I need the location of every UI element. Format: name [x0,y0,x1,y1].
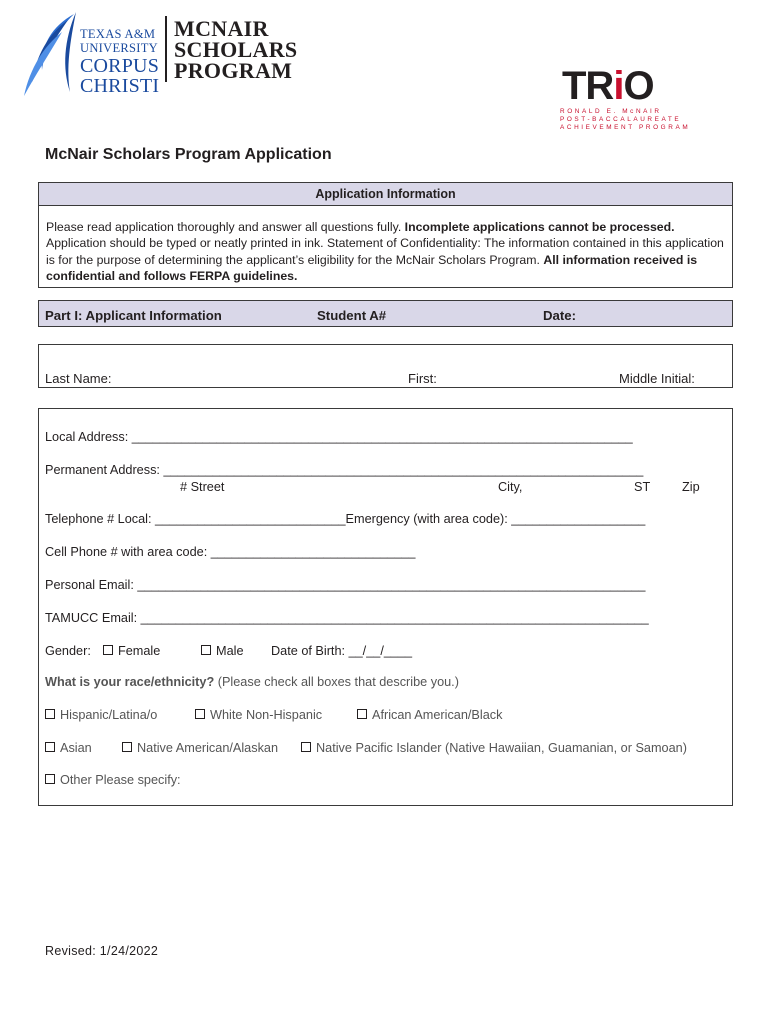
african-checkbox[interactable] [357,709,367,719]
race-hispanic-option[interactable] [45,708,157,722]
last-name-field[interactable]: Last Name: [45,371,112,386]
african-label: African American/Black [372,708,503,722]
telephone-field[interactable]: Telephone # Local: ___________________________Emergency (with area code): ___________________ [45,512,646,526]
tamucc-email-field[interactable]: TAMUCC Email: ________________________________________________________________________ [45,611,649,625]
race-question-bold: What is your race/ethnicity? [45,675,215,689]
race-white-option[interactable] [195,708,322,722]
tamucc-wave-icon [22,12,82,100]
race-other-option[interactable] [45,773,181,787]
native-american-checkbox[interactable] [122,742,132,752]
info-text-1: Please read application thoroughly and answer all questions fully. [46,220,405,234]
tamucc-line1: TEXAS A&M [80,27,156,41]
info-text-1-bold: Incomplete applications cannot be processed. [404,220,675,234]
mcnair-wordmark [174,18,297,81]
application-info-heading: Application Information [39,183,732,206]
other-label: Other Please specify: [60,773,181,787]
application-info-section [38,182,733,288]
city-caption: City, [498,480,523,494]
asian-label: Asian [60,741,92,755]
tamucc-line3: CORPUS [80,55,160,77]
gender-female-option[interactable] [103,644,160,658]
application-info-text [39,206,732,284]
trio-sub3: ACHIEVEMENT PROGRAM [560,124,691,131]
hispanic-label: Hispanic/Latina/o [60,708,158,722]
race-african-option[interactable] [357,708,502,722]
trio-wordmark [562,66,654,106]
date-of-birth-field[interactable]: Date of Birth: __/__/____ [271,644,413,658]
race-question-hint: (Please check all boxes that describe you.) [214,675,459,689]
middle-initial-field[interactable]: Middle Initial: [619,371,695,386]
street-caption: # Street [180,480,225,494]
white-checkbox[interactable] [195,709,205,719]
page-title: McNair Scholars Program Application [45,146,332,163]
cell-phone-field[interactable]: Cell Phone # with area code: _____________________________ [45,545,416,559]
trio-i: i [613,64,624,108]
state-caption: ST [634,480,651,494]
first-name-field[interactable]: First: [408,371,437,386]
student-id-label[interactable]: Student A# [317,308,387,323]
local-address-field[interactable]: Local Address: _______________________________________________________________________ [45,430,633,444]
mcnair-line2: SCHOLARS [174,37,298,62]
race-question [45,675,459,689]
info-text-2: Application should be typed or neatly printed in ink. Statement of Confidentiality: The information contained in this application is for the purpose of determining the applicant’s eligibility for the McNair Scholars Program. [46,236,724,267]
trio-sub2: POST-BACCALAUREATE [560,116,682,123]
gender-label: Gender: [45,644,91,658]
male-checkbox[interactable] [201,645,211,655]
trio-tr: TR [562,64,614,108]
info-text-2-bold: All information received is confidential and follows FERPA guidelines. [46,252,698,283]
pacific-checkbox[interactable] [301,742,311,752]
female-label: Female [118,644,161,658]
native-american-label: Native American/Alaskan [137,741,279,755]
trio-o: O [623,64,654,108]
permanent-address-field[interactable]: Permanent Address: ____________________________________________________________________ [45,463,644,477]
date-label[interactable]: Date: [543,308,576,323]
mcnair-line1: MCNAIR [174,16,269,41]
personal-email-field[interactable]: Personal Email: ________________________________________________________________________ [45,578,646,592]
tamucc-line4: CHRISTI [80,75,160,97]
part1-title: Part I: Applicant Information [45,308,222,323]
gender-male-option[interactable] [201,644,244,658]
trio-subtitle [560,108,690,132]
tamucc-line2: UNIVERSITY [80,40,158,55]
other-checkbox[interactable] [45,774,55,784]
tamucc-mcnair-logo [22,12,312,100]
revised-date: Revised: 1/24/2022 [45,944,159,958]
mcnair-line3: PROGRAM [174,58,293,83]
part1-header [38,300,733,327]
white-label: White Non-Hispanic [210,708,323,722]
zip-caption: Zip [682,480,700,494]
race-pacific-option[interactable] [301,741,687,755]
tamucc-wordmark [80,28,159,96]
female-checkbox[interactable] [103,645,113,655]
hispanic-checkbox[interactable] [45,709,55,719]
trio-sub1: RONALD E. McNAIR [560,108,662,115]
contact-section [38,408,733,806]
logo-divider [165,16,167,82]
race-asian-option[interactable] [45,741,92,755]
pacific-label: Native Pacific Islander (Native Hawaiian, Guamanian, or Samoan) [316,741,687,755]
name-section [38,344,733,388]
asian-checkbox[interactable] [45,742,55,752]
trio-logo [560,66,700,136]
race-native-american-option[interactable] [122,741,278,755]
male-label: Male [216,644,244,658]
